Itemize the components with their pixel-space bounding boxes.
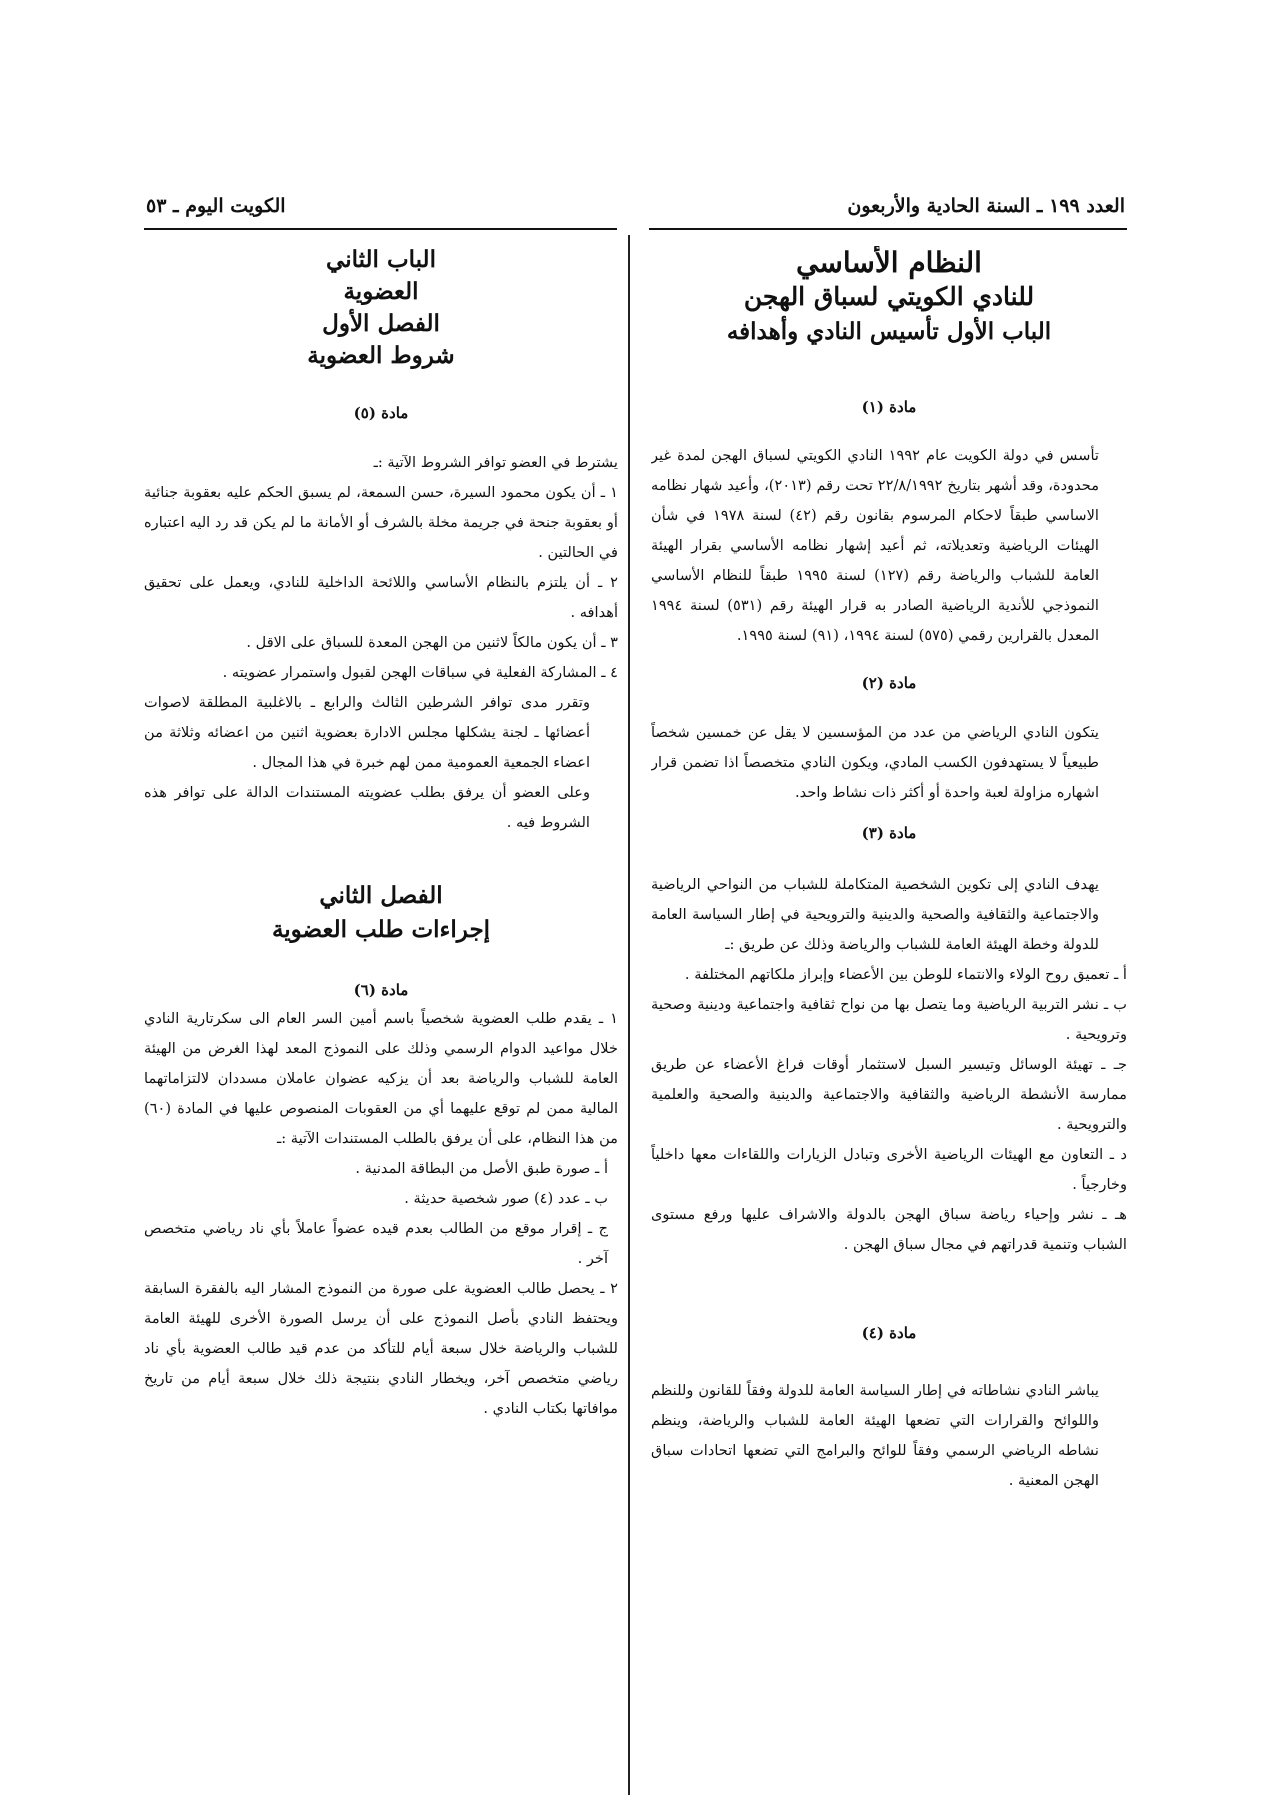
section-title: إجراءات طلب العضوية [271, 916, 491, 943]
paragraph: يهدف النادي إلى تكوين الشخصية المتكاملة للشباب من النواحي الرياضية والاجتماعية والثقافية والصحية والدينية والترويحية في إطار السياسة العامة للدولة وخطة الهيئة العامة للشباب والرياضة وذلك عن طريق :ـ [651, 876, 1099, 953]
list-item: أ ـ صورة طبق الأصل من البطاقة المدنية . [355, 1160, 608, 1177]
right-column [651, 246, 1127, 1646]
header-rule [144, 228, 617, 230]
list-item: ١ ـ يقدم طلب العضوية شخصياً باسم أمين السر العام الى سكرتارية النادي خلال مواعيد الدوام الرسمي وذلك على النموذج المعد لهذا الغرض من الهيئة العامة للشباب والرياضة بعد أن يزكيه عضوان عاملان مسددان لالتزاماتهما المالية ممن لم توقع عليهما أي من العقوبات المنصوص عليها في المادة (٦٠) من هذا النظام، على أن يرفق بالطلب المستندات الآتية :ـ [144, 1010, 618, 1147]
paragraph: يتكون النادي الرياضي من عدد من المؤسسين لا يقل عن خمسين شخصاً طبيعياً لا يستهدفون الكسب المادي، ويكون النادي متخصصاً اذا تضمن قرار اشهاره مزاولة لعبة واحدة أو أكثر ذات نشاط واحد. [651, 724, 1099, 801]
article-1-text [651, 441, 1127, 651]
chapter-heading: الباب الأول تأسيس النادي وأهدافه [726, 318, 1052, 345]
article-4-text [651, 1376, 1127, 1496]
paragraph: وعلى العضو أن يرفق بطلب عضويته المستندات الدالة على توافر هذه الشروط فيه . [144, 784, 590, 831]
list-item: ٣ ـ أن يكون مالكاً لاثنين من الهجن المعدة للسباق على الاقل . [246, 634, 618, 651]
article-label: مادة (١) [861, 398, 917, 416]
paragraph: وتقرر مدى توافر الشرطين الثالث والرابع ـ بالاغلبية المطلقة لاصوات أعضائها ـ لجنة يشكلها مجلس الادارة بعضوية اثنين من اعضائه وثلاثة من اعضاء الجمعية العمومية ممن لهم خبرة في هذا المجال . [144, 694, 590, 771]
section-heading: الفصل الأول [322, 310, 440, 337]
column-divider [628, 235, 630, 1795]
list-item: جـ ـ تهيئة الوسائل وتيسير السبل لاستثمار أوقات فراغ الأعضاء عن طريق ممارسة الأنشطة الرياضية والثقافية والاجتماعية والدينية والصحية والعلمية والترويحية . [651, 1056, 1127, 1133]
paragraph: يشترط في العضو توافر الشروط الآتية :ـ [373, 454, 618, 471]
article-label: مادة (٢) [861, 674, 917, 692]
list-item: أ ـ تعميق روح الولاء والانتماء للوطن بين الأعضاء وإبراز ملكاتهم المختلفة . [684, 966, 1127, 983]
header-rule [649, 228, 1127, 230]
article-6-text [144, 1004, 618, 1424]
list-item: ٢ ـ أن يلتزم بالنظام الأساسي واللائحة الداخلية للنادي، ويعمل على تحقيق أهدافه . [144, 574, 618, 621]
list-item: ب ـ عدد (٤) صور شخصية حديثة . [404, 1190, 608, 1207]
list-item: ج ـ إقرار موقع من الطالب بعدم قيده عضواً عاملاً بأي ناد رياضي متخصص آخر . [144, 1220, 608, 1267]
document-title: النظام الأساسي [796, 246, 982, 279]
article-label: مادة (٦) [353, 981, 409, 999]
list-item: ب ـ نشر التربية الرياضية وما يتصل بها من نواح ثقافية واجتماعية ودينية وصحية وترويحية . [651, 996, 1127, 1043]
article-label: مادة (٤) [861, 1324, 917, 1342]
article-label: مادة (٥) [353, 404, 409, 422]
list-item: ٤ ـ المشاركة الفعلية في سباقات الهجن لقبول واستمرار عضويته . [222, 664, 618, 681]
publication-page: الكويت اليوم ـ ٥٣ [146, 195, 286, 217]
list-item: ١ ـ أن يكون محمود السيرة، حسن السمعة، لم يسبق الحكم عليه بعقوبة جنائية أو بعقوبة جنحة في جريمة مخلة بالشرف أو الأمانة ما لم يكن قد رد اليه اعتباره في الحالتين . [144, 484, 618, 561]
section-title: شروط العضوية [307, 342, 455, 369]
paragraph: تأسس في دولة الكويت عام ١٩٩٢ النادي الكويتي لسباق الهجن لمدة غير محدودة، وقد أشهر بتاريخ ٢٢/٨/١٩٩٢ تحت رقم (٢٠١٣)، وأعيد شهار نظامه الاساسي طبقاً لاحكام المرسوم بقانون رقم (٤٢) لسنة ١٩٧٨ في شأن الهيئات الرياضية وتعديلاته، ثم أعيد إشهار نظامه الأساسي بقرار الهيئة العامة للشباب والرياضة رقم (١٢٧) لسنة ١٩٩٥ طبقاً للنظام الأساسي النموذجي للأندية الرياضية الصادر به قرار الهيئة رقم (٥٣١) لسنة ١٩٩٤ المعدل بالقرارين رقمي (٥٧٥) لسنة ١٩٩٤، (٩١) لسنة ١٩٩٥. [651, 447, 1100, 644]
paragraph: يباشر النادي نشاطاته في إطار السياسة العامة للدولة وفقاً للقانون وللنظم واللوائح والقرارات التي تضعها الهيئة العامة للشباب والرياضة، وينظم نشاطه الرياضي الرسمي وفقاً للوائح والبرامج التي تضعها اتحادات سباق الهجن المعنية . [651, 1382, 1099, 1489]
list-item: ٢ ـ يحصل طالب العضوية على صورة من النموذج المشار اليه بالفقرة السابقة ويحتفظ النادي بأصل النموذج على أن يرسل الصورة الأخرى للهيئة العامة للشباب والرياضة خلال سبعة أيام للتأكد من عدم قيد طالب العضوية بأي ناد رياضي متخصص آخر، ويخطار النادي بنتيجة ذلك خلال سبعة أيام من تاريخ موافاتها بكتاب النادي . [144, 1280, 618, 1417]
left-column [144, 246, 618, 1646]
article-2-text [651, 718, 1127, 808]
article-label: مادة (٣) [861, 824, 917, 842]
issue-info: العدد ١٩٩ ـ السنة الحادية والأربعون [847, 195, 1125, 217]
list-item: هـ ـ نشر وإحياء رياضة سباق الهجن بالدولة والاشراف عليها ورفع مستوى الشباب وتنمية قدراتهم في مجال سباق الهجن . [651, 1206, 1127, 1253]
part-title: العضوية [343, 278, 419, 305]
document-subtitle: للنادي الكويتي لسباق الهجن [743, 282, 1035, 311]
list-item: د ـ التعاون مع الهيئات الرياضية الأخرى وتبادل الزيارات واللقاءات معها داخلياً وخارجياً . [651, 1146, 1127, 1193]
article-5-text [144, 448, 618, 838]
section-heading: الفصل الثاني [319, 882, 443, 909]
article-3-text [651, 870, 1127, 1260]
part-heading: الباب الثاني [326, 246, 436, 273]
